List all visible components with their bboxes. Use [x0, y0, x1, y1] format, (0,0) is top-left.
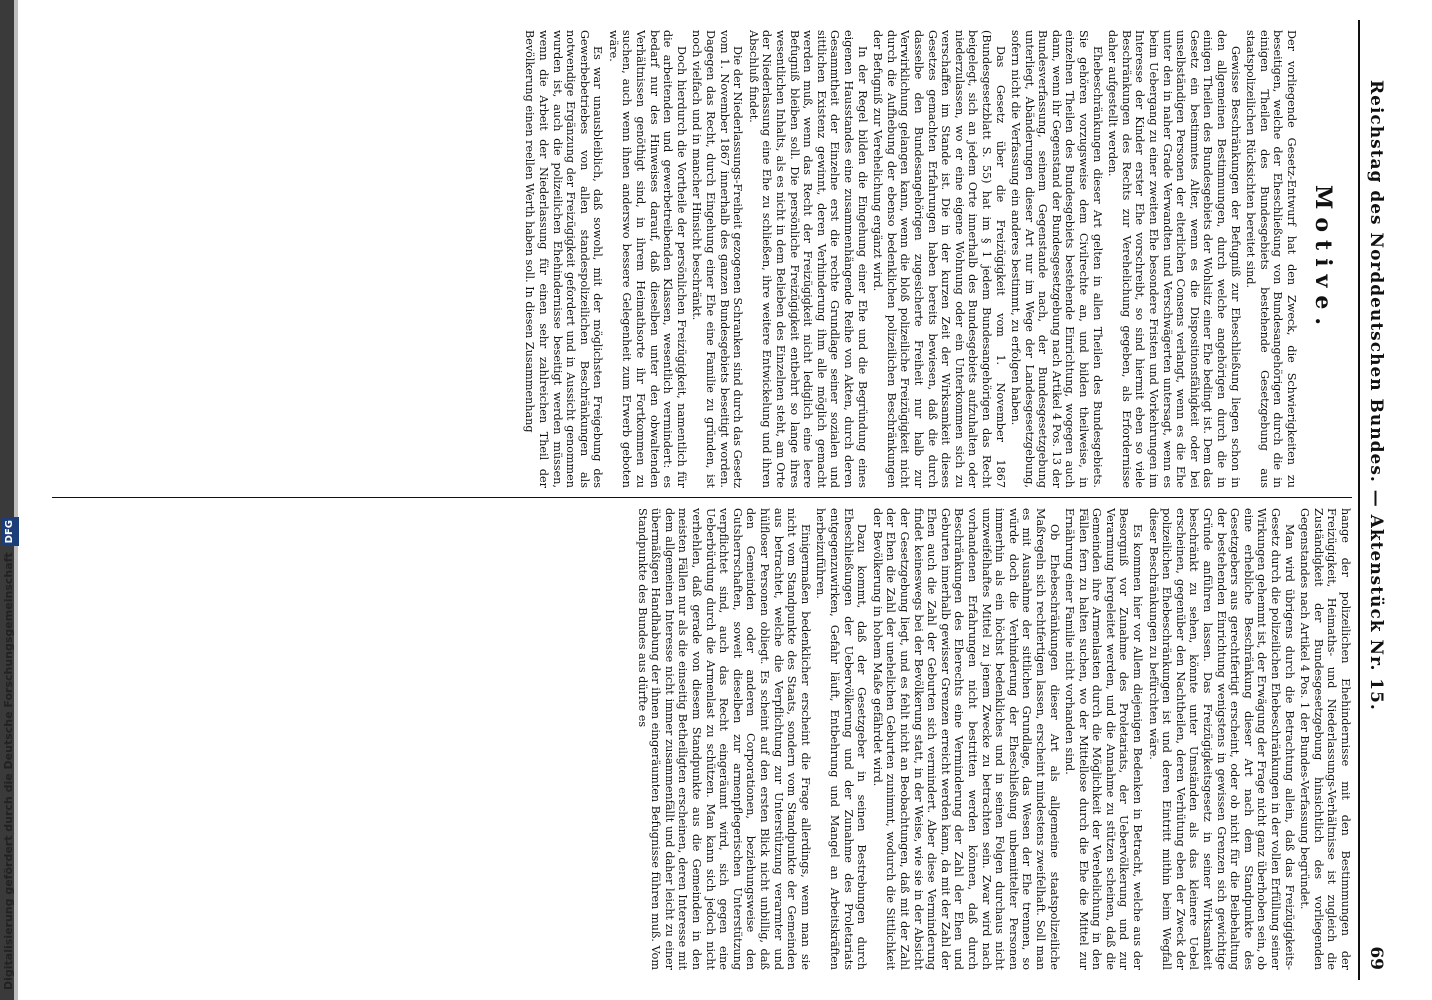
running-title: Reichstag des Norddeutschen Bundes. — Aktenstück Nr. 15.: [1366, 80, 1386, 711]
section-heading: Motive.: [1310, 185, 1336, 333]
left-column: [52, 30, 1352, 488]
right-column: [52, 508, 1352, 970]
paragraph: Ob Ehebeschränkungen dieser Art als allgemeine staatspolizeiliche Maßregeln sich rechtfertigen lassen, erscheint mindestens zweifelhaft. Soll man es mit Ausnahme der sittlichen Grundlage, das Wesen der Ehe trennen, so würde doch die Verhinderung der Eheschließung unbemittelter Personen immerhin als ein höchst bedenkliches und in seinen Folgen durchaus nicht unzweifelhaftes Mittel zu jenem Zwecke zu betrachten sein. Zwar wird nach vorhandenen Erfahrungen nicht bestritten werden können, daß durch Beschränkungen des Eherechts eine Verminderung der Zahl der Ehen und Geburten innerhalb gewisser Grenzen erreicht werden kann, da mit der Zahl der Ehen auch die Zahl der Geburten sich vermindert. Aber diese Verminderung findet keineswegs bei der Bevölkerung statt, in der Weise, wie sie in der Absicht der Gesetzgebung liegt, und es fehlt nicht an Beobachtungen, daß mit der Zahl der Ehen die Zahl der unehelichen Geburten zunimmt, wodurch die Sittlichkeit der Bevölkerung in hohem Maße gefährdet wird.: [870, 508, 1061, 970]
paragraph: Es war unausbleiblich, daß sowohl, mit der möglichsten Freigebung des Gewerbebetriebes von allen standespolizeilichen Beschränkungen als notwendige Ergänzung der Freizügigkeit gefordert und in Aussicht genommen wurden ist, auch die polizeilichen Ehehindernisse beseitigt werden müssen, wenn die Arbeit der Niederlassung für einen sehr zahlreichen Theil der Bevölkerung einen reellen Werth haben soll. In diesen Zusammenhang: [523, 30, 605, 488]
document-page: [30, 0, 1402, 1000]
paragraph: Der vorliegende Gesetz-Entwurf hat den Zweck, die Schwierigkeiten zu beseitigen, welche der Eheschließung von Bundesangehörigen durch die in einigen Theilen des Bundesgebiets bestehende Gesetzgebung aus staatspolizeilichen Rücksichten bereitet sind.: [1244, 30, 1298, 488]
rotated-page-content: [30, 0, 1402, 1000]
paragraph: Gewisse Beschränkungen der Befugniß zur Eheschließung liegen schon in den allgemeinen Bestimmungen, durch welche angehörigen durch die in einigen Theilen des Bundesgebiets der Wohlsitz einer Ehe bedingt ist. Dem das Gesetz ein bestimmtes Alter, wenn es die Dispositionsfähigkeit oder bei unselbständigen Personen der elterlichen Consens verlangt, wenn es die Ehe unter den in naher Grade Verwandten und Verschwägerten untersagt, wenn es beim Uebergang zu einer zweiten Ehe besondere Fristen und Vorkehrungen im Interesse der Kinder erster Ehe vorschreibt, so sind hiermit eben so viele Beschränkungen des Rechts zur Verehelichung gegeben, als Erfordernisse daher aufgestellt werden.: [1106, 30, 1242, 488]
header-rule: [1358, 20, 1360, 980]
paragraph: hange der polizeilichen Ehehindernisse mit den Bestimmungen der Freizügigkeit, Heimaths- und Niederlassungs-Verhältnisse ist zugleich die Zuständigkeit der Bundesgesetzgebung hinsichtlich des vorliegenden Gegenstandes nach Artikel 4 Pos. 1 der Bundes-Verfassung begründet.: [1298, 508, 1352, 970]
column-divider: [52, 497, 1352, 498]
paragraph: Dazu kommt, daß der Gesetzgeber in seinen Bestrebungen durch Eheschließungen der Uebervölkerung und der Zunahme des Proletariats entgegenzuwirken, Gefahr läuft, Entbehrung und Mangel an Arbeitskräften herbeizuführen.: [814, 508, 869, 970]
paragraph: Ehebeschränkungen dieser Art gelten in allen Theilen des Bundesgebiets. Sie gehören vorzugsweise dem Civilrechte an, und bilden theilweise, in einzelnen Theilen des Bundesgebiets bestehende Einrichtung, wogegen auch dann, wenn ihr Gegenstand der Bundesgesetzgebung nach Artikel 4 Pos. 13 der Bundesverfassung, seinem Gegenstande nach, der Bundesgesetzgebung unterliegt, Abänderungen dieser Art nur im Wege der Landesgesetzgebung, sofern nicht die Verfassung ein anderes bestimmt, zu erfolgen haben.: [1009, 30, 1104, 488]
paragraph: Einigermaßen bedenklicher erscheint die Frage allerdings, wenn man sie nicht vom Standpunkte des Staats, sondern vom Standpunkte der Gemeinden aus betrachtet, welche die Verpflichtung zur Unterstützung verarmter und hülfloser Personen obliegt. Es scheint auf den ersten Blick nicht unbillig, daß den Gemeinden oder anderen Corporationen, beziehungsweise den Gutsherrschaften, soweit dieselben zur armenpflegerischen Unterstützung verpflichtet sind, auch das Recht eingeräumt wird, sich gegen eine Ueberbürdung durch die Armenlast zu schützen. Man kann sich jedoch nicht verhehlen, daß gerade von diesem Standpunkte aus die Gemeinden in den meisten Fällen nur als die einseitig Betheiligten erscheinen, deren Interesse mit dem allgemeinen Interesse nicht immer zusammenfällt und daher leicht zu einer übermäßigen Handhabung der ihnen eingeräumten Befugnisse führen muß. Vom Standpunkte des Bundes aus dürfte es: [635, 508, 812, 970]
paragraph: Doch hierdurch die Vortheile der persönlichen Freizügigkeit, namentlich für die arbeitenden und gewerbetreibenden Klassen, wesentlich vermindert: es bedarf nur des Hinweises darauf, daß dieselben unter den obwaltenden Verhältnissen genöthigt sind, in ihrem Heimathsorte ihr Fortkommen zu suchen, auch wenn ihnen anderswo bessere Gelegenheit zum Erwerb geboten wäre.: [606, 30, 688, 488]
paragraph: Das Gesetz über die Freizügigkeit vom 1. November 1867 (Bundesgesetzblatt S. 55) hat im § 1 jedem Bundesangehörigen das Recht beigelegt, sich an jedem Orte innerhalb des Bundesgebiets aufzuhalten oder niederzulassen, wo er eine eigene Wohnung oder ein Unterkommen sich zu verschaffen im Stande ist. Die in der kurzen Zeit der Wirksamkeit dieses Gesetzes gemachten Erfahrungen haben bereits bewiesen, daß die durch dasselbe den Bundesangehörigen zugesicherte Freiheit nur halb zur Verwirklichung gelangen kann, wenn die bloß polizeiliche Freizügigkeit nicht durch die Aufhebung der ebenso bedenklichen polizeilichen Beschränkungen der Befugniß zur Verehelichung ergänzt wird.: [871, 30, 1007, 488]
paragraph: Die der Niederlassungs-Freiheit gezogenen Schranken sind durch das Gesetz vom 1. November 1867 innerhalb des ganzen Bundesgebiets beseitigt worden. Dagegen das Recht, durch Eingehung einer Ehe eine Familie zu gründen, ist noch vielfach und in mancher Hinsicht beschränkt.: [690, 30, 745, 488]
digitization-credit: [0, 0, 18, 990]
running-header: [1364, 20, 1386, 980]
paragraph: Man wird übrigens durch die Betrachtung allein, daß das Freizügigkeits-Gesetz durch die polizeilichen Ehebeschränkungen in der vollen Erfüllung seiner Wirkungen gehemmt ist, der Erwägung der Frage nicht ganz überhoben sein, ob eine erhebliche Beschränkung dieser Art nach dem Standpunkte des Gesetzgebers aus gerechtfertigt erscheint, oder ob nicht für die Beibehaltung der bestehenden Einrichtung wenigstens in gewissen Grenzen sich gewichtige Gründe anführen lassen. Das Freizügigkeitsgesetz in seiner Wirksamkeit beschränkt zu sehen, könnte unter Umständen als das kleinere Uebel erscheinen, gegenüber den Nachtheilen, deren Verhütung eben der Zweck der polizeilichen Ehebeschränkungen ist und deren Eintritt mithin beim Wegfall dieser Beschränkungen zu befürchten wäre.: [1146, 508, 1296, 970]
paragraph: In der Regel bilden die Eingehung einer Ehe und die Begründung eines eigenen Hausstandes eine zusammenhängende Reihe von Akten, durch deren Gesammtheit der Einzelne erst die rechte Grundlage seiner sozialen und sittlichen Existenz gewinnt, deren Verhinderung ihm alle möglich gemacht werden muß, wenn das Recht der Freizügigkeit nicht lediglich eine leere Befugniß bleiben soll. Die persönliche Freizügigkeit entbehrt so lange ihres wesentlichen Inhalts, als es nicht in dem Belieben des Einzelnen steht, am Orte der Niederlassung eine Ehe zu schließen, ihre weitere Entwickelung und ihren Abschluß findet.: [746, 30, 869, 488]
digitization-note: Digitalisierung gefördert durch die Deutsche Forschungsgemeinschaft: [2, 552, 15, 990]
dfg-logo: DFG: [1, 517, 19, 546]
paragraph: Es kommen hier vor Allem diejenigen Bedenken in Betracht, welche aus der Besorgniß vor Zunahme des Proletariats, der Uebervölkerung und zur Verarmung hergeleitet werden, und die Annahme zu stützen scheinen, daß die Gemeinden ihre Armenlasten durch die Möglichkeit der Verehelichung in den Fällen fern zu halten suchen, wo der Mittellose durch die Ehe die Mittel zur Ernährung einer Familie nicht vorhanden sind.: [1063, 508, 1145, 970]
page-number: 69: [1366, 946, 1386, 970]
